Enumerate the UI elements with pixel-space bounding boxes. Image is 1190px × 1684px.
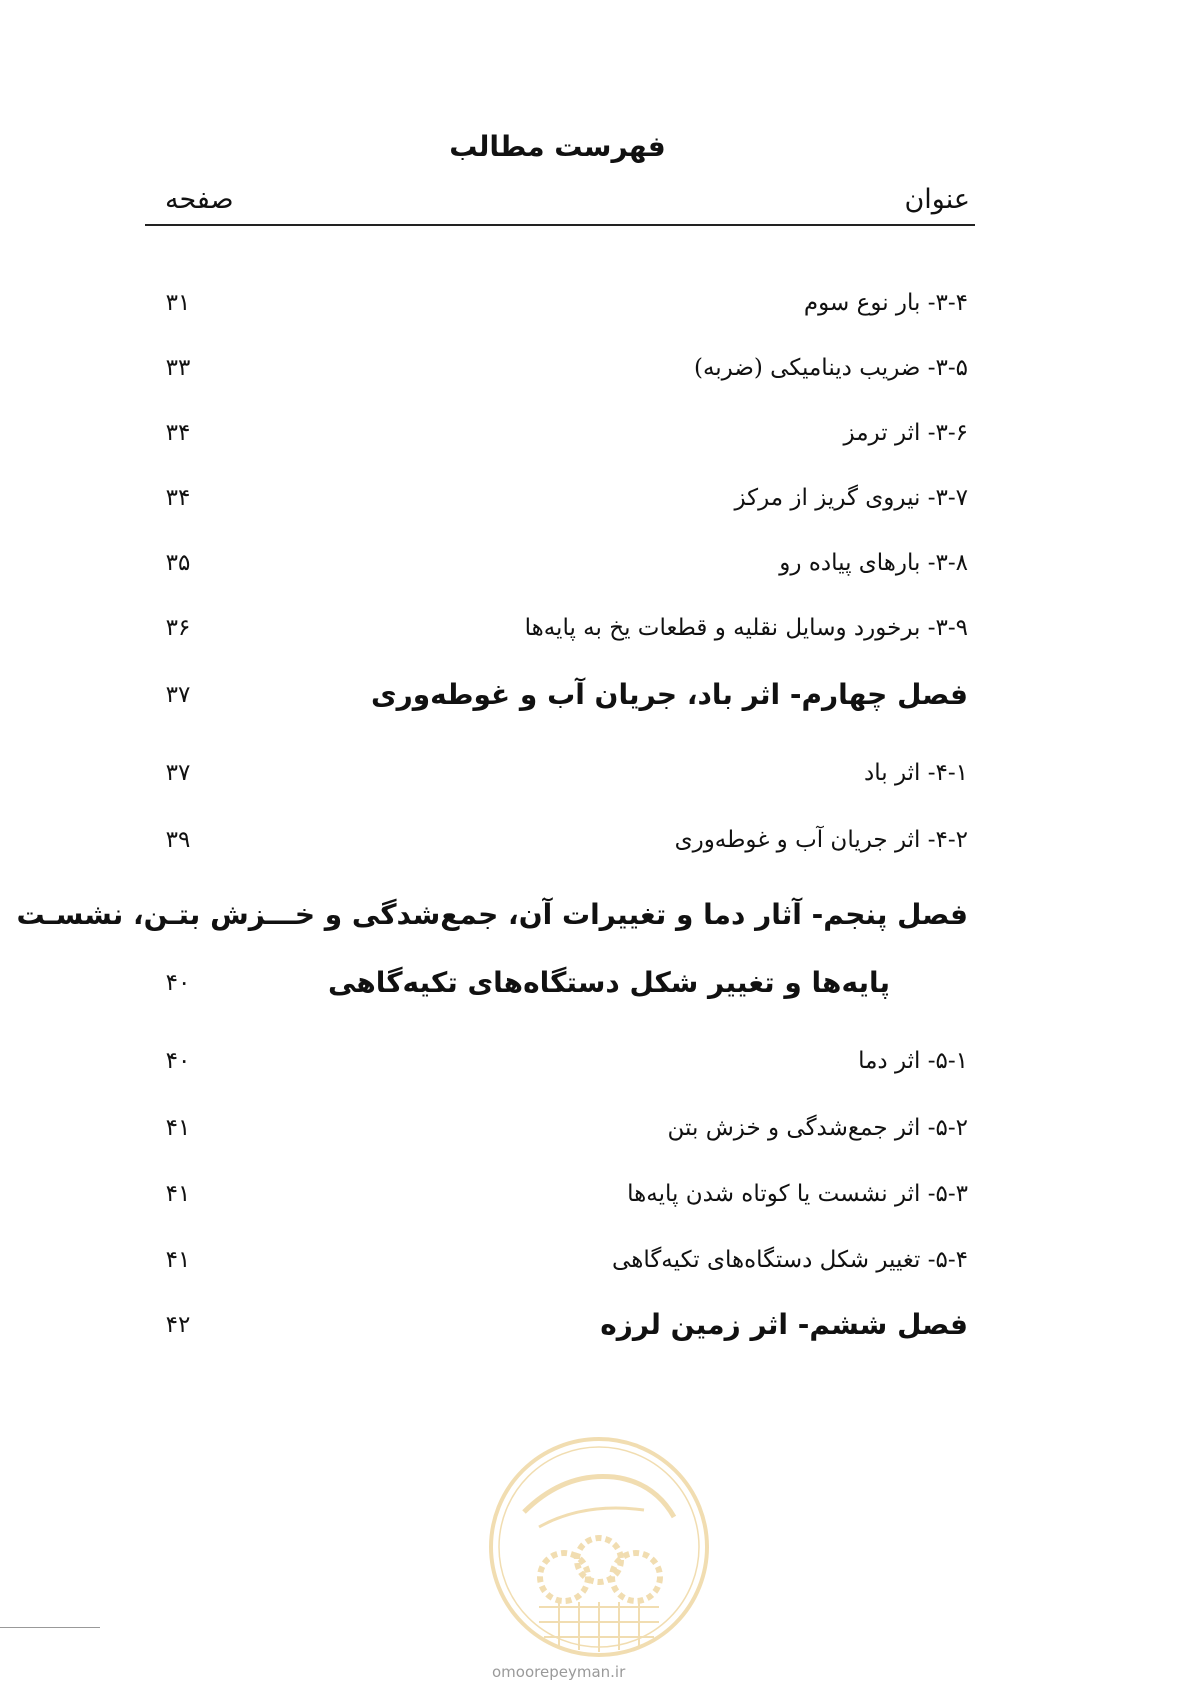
toc-entry bbox=[0, 538, 1190, 588]
toc-chapter-title: فصل ششم- اثر زمین لرزه bbox=[600, 1308, 968, 1341]
toc-entry-page: ۳۱ bbox=[165, 290, 191, 316]
toc-entry-page: ۳۹ bbox=[165, 827, 191, 853]
toc-chapter-entry bbox=[0, 1300, 1190, 1350]
toc-chapter-title: فصل چهارم- اثر باد، جریان آب و غوطه‌وری bbox=[370, 678, 968, 711]
toc-entry bbox=[0, 408, 1190, 458]
toc-entry bbox=[0, 343, 1190, 393]
toc-entry bbox=[0, 603, 1190, 653]
toc-entry-title: ۵-۴- تغییر شکل دستگاه‌های تکیه‌گاهی bbox=[612, 1247, 968, 1273]
toc-entry-page: ۳۵ bbox=[165, 550, 191, 576]
toc-entry-page: ۳۷ bbox=[165, 682, 191, 708]
toc-entry-page: ۳۴ bbox=[165, 420, 191, 446]
page-title: فهرست مطالب bbox=[449, 130, 666, 163]
toc-entry-title: ۴-۲- اثر جریان آب و غوطه‌وری bbox=[674, 827, 968, 853]
toc-entry bbox=[0, 815, 1190, 865]
toc-entry-page: ۴۰ bbox=[165, 1048, 191, 1074]
toc-entry bbox=[0, 473, 1190, 523]
header-rule bbox=[145, 224, 975, 226]
column-heading-title: عنوان bbox=[904, 184, 970, 215]
toc-entry-page: ۴۲ bbox=[165, 1312, 191, 1338]
toc-entry bbox=[0, 748, 1190, 798]
toc-entry-title: ۵-۲- اثر جمع‌شدگی و خزش بتن bbox=[667, 1115, 968, 1141]
toc-entry-title: ۳-۵- ضریب دینامیکی (ضربه) bbox=[693, 355, 968, 381]
watermark-site-text: omoorepeyman.ir bbox=[492, 1663, 626, 1681]
scan-artifact-line bbox=[0, 1627, 100, 1628]
toc-entry-title: ۳-۶- اثر ترمز bbox=[843, 420, 968, 446]
toc-entry-title: ۳-۷- نیروی گریز از مرکز bbox=[734, 485, 968, 511]
toc-entry-title: ۳-۸- بارهای پیاده رو bbox=[779, 550, 968, 576]
toc-chapter-entry bbox=[0, 670, 1190, 720]
toc-entry-title: ۳-۴- بار نوع سوم bbox=[803, 290, 968, 316]
toc-entry bbox=[0, 1036, 1190, 1086]
toc-entry-title: ۵-۳- اثر نشست یا کوتاه شدن پایه‌ها bbox=[627, 1181, 968, 1207]
toc-entry bbox=[0, 1235, 1190, 1285]
toc-entry bbox=[0, 278, 1190, 328]
toc-entry-page: ۳۶ bbox=[165, 615, 191, 641]
toc-entry-page: ۴۰ bbox=[165, 970, 191, 996]
toc-entry-title: ۳-۹- برخورد وسایل نقلیه و قطعات یخ به پایه‌ها bbox=[524, 615, 968, 641]
toc-chapter-title: پایه‌ها و تغییر شکل دستگاه‌های تکیه‌گاهی bbox=[328, 966, 890, 999]
toc-chapter-title: فصل پنجم- آثار دما و تغییرات آن، جمع‌شدگی و خـــزش بتـن، نشسـت bbox=[16, 898, 968, 931]
toc-chapter-entry bbox=[0, 890, 1190, 940]
column-heading-page: صفحه bbox=[165, 184, 234, 215]
toc-entry bbox=[0, 1169, 1190, 1219]
toc-entry-title: ۵-۱- اثر دما bbox=[858, 1048, 968, 1074]
toc-entry-title: ۴-۱- اثر باد bbox=[863, 760, 968, 786]
omoore-peyman-seal-icon bbox=[484, 1432, 714, 1662]
toc-entry-page: ۳۳ bbox=[165, 355, 191, 381]
toc-entry-page: ۴۱ bbox=[165, 1181, 191, 1207]
toc-entry bbox=[0, 1103, 1190, 1153]
toc-entry-page: ۴۱ bbox=[165, 1115, 191, 1141]
toc-entry-page: ۳۷ bbox=[165, 760, 191, 786]
toc-entry-page: ۴۱ bbox=[165, 1247, 191, 1273]
toc-entry-page: ۳۴ bbox=[165, 485, 191, 511]
toc-chapter-entry-continued bbox=[0, 958, 1190, 1008]
